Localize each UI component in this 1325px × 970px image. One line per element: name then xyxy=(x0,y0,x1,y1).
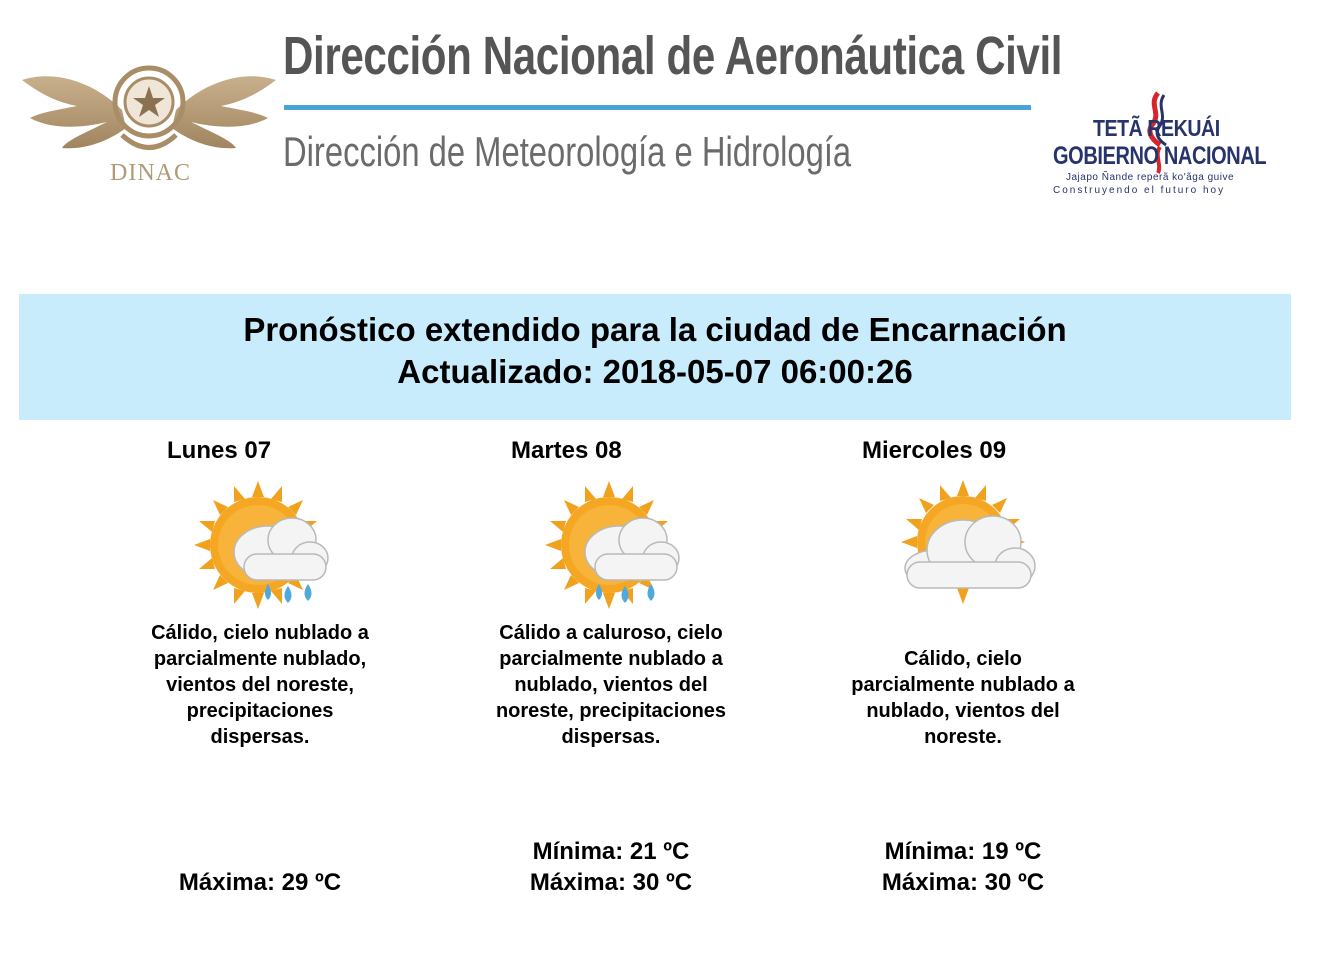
sun-cloud-rain-icon xyxy=(491,480,731,610)
page-header xyxy=(0,0,1325,240)
forecast-day-monday xyxy=(140,430,380,930)
day-description: Cálido a caluroso, cielo parcialmente nublado a nublado, vientos del noreste, precipitaciones dispersas. xyxy=(495,622,727,748)
day-name: Lunes 07 xyxy=(167,437,272,464)
organization-title: Dirección Nacional de Aeronáutica Civil xyxy=(283,26,1063,86)
organization-subtitle: Dirección de Meteorología e Hidrología xyxy=(283,128,852,175)
forecast-title-banner xyxy=(19,294,1291,420)
day-description: Cálido, cielo nublado a parcialmente nublado, vientos del noreste, precipitaciones dispersas. xyxy=(151,622,369,748)
gov-logo-line1: TETÃ REKUÁI xyxy=(1093,115,1220,141)
day-name: Martes 08 xyxy=(511,437,622,464)
gov-logo-tagline-spanish: Construyendo el futuro hoy xyxy=(1053,185,1226,196)
day-max-temp: Máxima: 30 ºC xyxy=(529,869,693,896)
day-min-temp: Mínima: 21 ºC xyxy=(532,838,690,865)
forecast-updated-timestamp: Actualizado: 2018-05-07 06:00:26 xyxy=(397,353,913,390)
day-name: Miercoles 09 xyxy=(862,437,1007,464)
dinac-label: DINAC xyxy=(110,160,191,186)
gov-logo-line2: GOBIERNO NACIONAL xyxy=(1053,142,1267,170)
forecast-day-tuesday xyxy=(491,430,731,930)
title-divider xyxy=(284,105,1031,110)
day-description: Cálido, cielo parcialmente nublado a nublado, vientos del noreste. xyxy=(851,648,1075,748)
sun-cloud-icon xyxy=(843,480,1083,610)
forecast-day-wednesday xyxy=(843,430,1083,930)
day-min-temp: Mínima: 19 ºC xyxy=(884,838,1042,865)
day-max-temp: Máxima: 29 ºC xyxy=(178,869,342,896)
day-max-temp: Máxima: 30 ºC xyxy=(881,869,1045,896)
gov-logo-tagline-guarani: Jajapo Ñande reperã ko'ãga guive xyxy=(1066,172,1235,183)
forecast-title: Pronóstico extendido para la ciudad de Encarnación xyxy=(243,311,1067,348)
sun-cloud-rain-icon xyxy=(140,480,380,610)
